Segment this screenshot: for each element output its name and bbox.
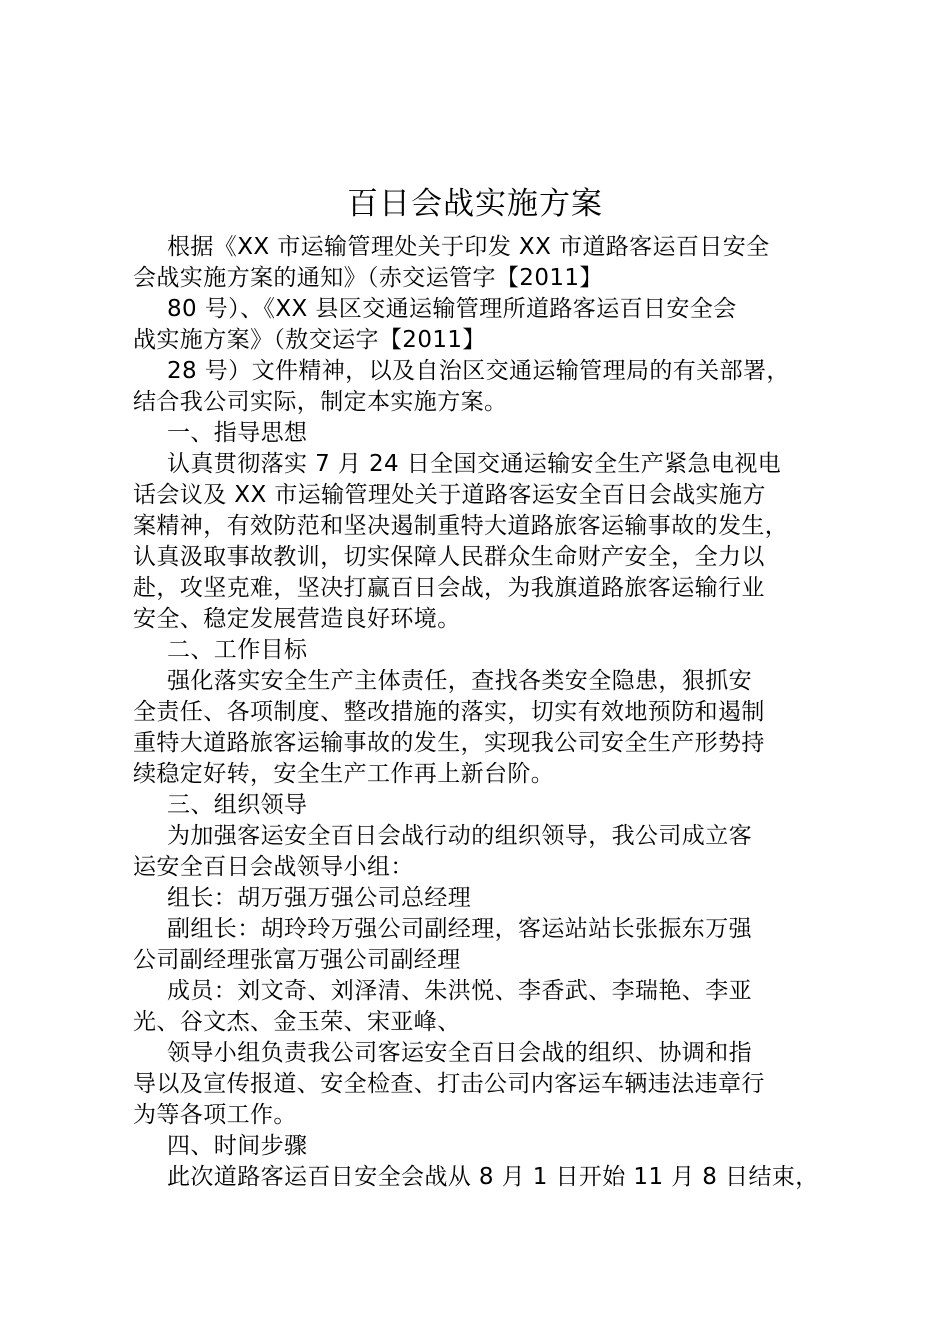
body-line: 80 号）、《XX 县区交通运输管理所道路客运百日安全会 xyxy=(167,296,737,322)
body-line: 三、组织领导 xyxy=(167,792,308,818)
body-line: 续稳定好转，安全生产工作再上新台阶。 xyxy=(133,761,555,787)
body-line: 全责任、各项制度、整改措施的落实，切实有效地预防和遏制 xyxy=(133,699,765,725)
body-line: 为加强客运安全百日会战行动的组织领导，我公司成立客 xyxy=(167,823,752,849)
body-line: 领导小组负责我公司客运安全百日会战的组织、协调和指 xyxy=(167,1040,752,1066)
body-line: 组长：胡万强万强公司总经理 xyxy=(167,885,472,911)
body-line: 公司副经理张富万强公司副经理 xyxy=(133,947,461,973)
body-line: 认真贯彻落实 7 月 24 日全国交通运输安全生产紧急电视电 xyxy=(167,451,782,477)
body-line: 28 号）文件精神，以及自治区交通运输管理局的有关部署， xyxy=(167,358,790,384)
body-line: 光、谷文杰、金玉荣、宋亚峰、 xyxy=(133,1009,461,1035)
body-line: 话会议及 XX 市运输管理处关于道路客运安全百日会战实施方 xyxy=(133,482,766,508)
body-line: 安全、稳定发展营造良好环境。 xyxy=(133,606,461,632)
body-line: 重特大道路旅客运输事故的发生，实现我公司安全生产形势持 xyxy=(133,730,765,756)
body-line: 赴，攻坚克难，坚决打赢百日会战，为我旗道路旅客运输行业 xyxy=(133,575,765,601)
body-line: 根据《XX 市运输管理处关于印发 XX 市道路客运百日安全 xyxy=(167,234,770,260)
body-line: 战实施方案》（敖交运字【2011】 xyxy=(133,327,486,353)
body-line: 运安全百日会战领导小组： xyxy=(133,854,414,880)
document-body xyxy=(133,232,833,1193)
body-line: 为等各项工作。 xyxy=(133,1102,297,1128)
body-line: 结合我公司实际，制定本实施方案。 xyxy=(133,389,508,415)
body-line: 成员：刘文奇、刘泽清、朱洪悦、李香武、李瑞艳、李亚 xyxy=(167,978,752,1004)
body-line: 强化落实安全生产主体责任，查找各类安全隐患，狠抓安 xyxy=(167,668,752,694)
body-line: 会战实施方案的通知》（赤交运管字【2011】 xyxy=(133,265,603,291)
document-title: 百日会战实施方案 xyxy=(347,186,603,222)
body-line: 副组长：胡玲玲万强公司副经理，客运站站长张振东万强 xyxy=(167,916,752,942)
body-line: 此次道路客运百日安全会战从 8 月 1 日开始 11 月 8 日结束， xyxy=(167,1164,819,1190)
body-line: 二、工作目标 xyxy=(167,637,308,663)
body-line: 四、时间步骤 xyxy=(167,1133,308,1159)
body-line: 认真汲取事故教训，切实保障人民群众生命财产安全，全力以 xyxy=(133,544,765,570)
body-line: 导以及宣传报道、安全检查、打击公司内客运车辆违法违章行 xyxy=(133,1071,765,1097)
body-line: 一、指导思想 xyxy=(167,420,308,446)
body-line: 案精神，有效防范和坚决遏制重特大道路旅客运输事故的发生， xyxy=(133,513,789,539)
